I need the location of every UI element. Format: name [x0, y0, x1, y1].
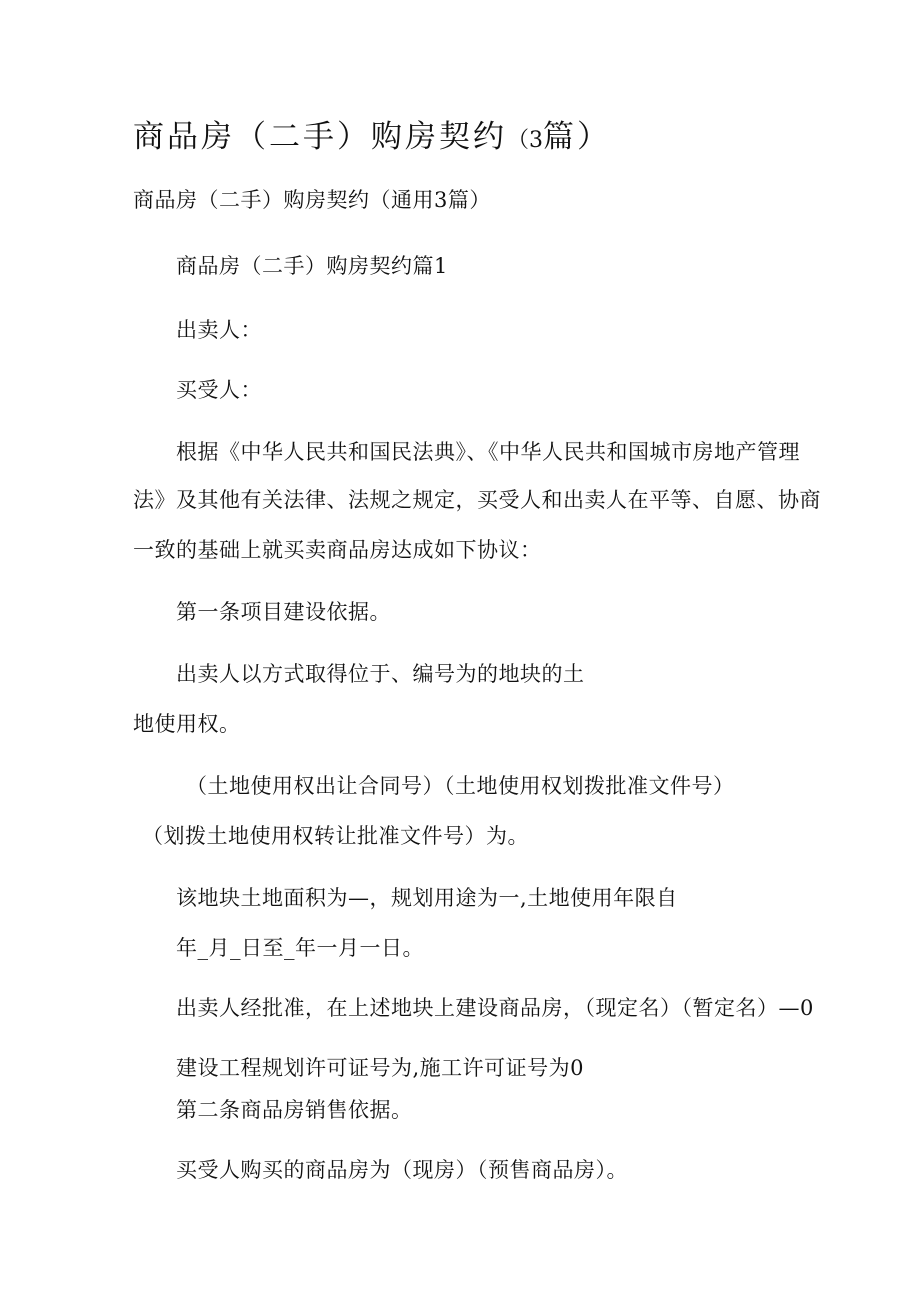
article-2-paragraph-1: 买受人购买的商品房为（现房）（预售商品房）。: [176, 1158, 628, 1182]
buyer-label: 买受人：: [176, 378, 262, 402]
title-count: 3: [529, 128, 544, 153]
article-1-heading: 第一条项目建设依据。: [176, 600, 391, 624]
article-1-paragraph-5: 建设工程规划许可证号为,施工许可证号为0: [176, 1056, 585, 1080]
document-title: [133, 116, 611, 162]
title-main: 商品房（二手）购房契约: [133, 119, 507, 155]
article-1-paragraph-1-line-2: 地使用权。: [133, 712, 241, 736]
article-1-paragraph-3-line-1: 该地块土地面积为—，规划用途为一,土地使用年限自: [176, 886, 678, 910]
section-heading: 商品房（二手）购房契约篇1: [176, 254, 448, 278]
title-paren-open: （: [507, 128, 530, 153]
article-1-paragraph-3-line-2: 年_月_日至_年一月一日。: [176, 936, 424, 960]
article-2-heading: 第二条商品房销售依据。: [176, 1098, 413, 1122]
article-1-paragraph-2-line-2: （划拨土地使用权转让批准文件号）为。: [142, 824, 529, 848]
article-1-paragraph-2-line-1: （土地使用权出让合同号）（土地使用权划拨批准文件号）: [186, 774, 735, 798]
article-1-paragraph-1-line-1: 出卖人以方式取得位于、编号为的地块的土: [176, 662, 585, 686]
title-end: 篇）: [543, 119, 612, 155]
basis-paragraph-line-1: 根据《中华人民共和国民法典》、《中华人民共和国城市房地产管理: [176, 440, 800, 464]
article-1-paragraph-4: 出卖人经批准，在上述地块上建设商品房，（现定名）（暂定名）—0: [176, 996, 814, 1020]
basis-paragraph-line-2: 法》及其他有关法律、法规之规定，买受人和出卖人在平等、自愿、协商: [133, 488, 821, 512]
basis-paragraph-line-3: 一致的基础上就买卖商品房达成如下协议：: [133, 538, 542, 562]
seller-label: 出卖人：: [176, 318, 262, 342]
subtitle: 商品房（二手）购房契约（通用3篇）: [133, 188, 491, 212]
